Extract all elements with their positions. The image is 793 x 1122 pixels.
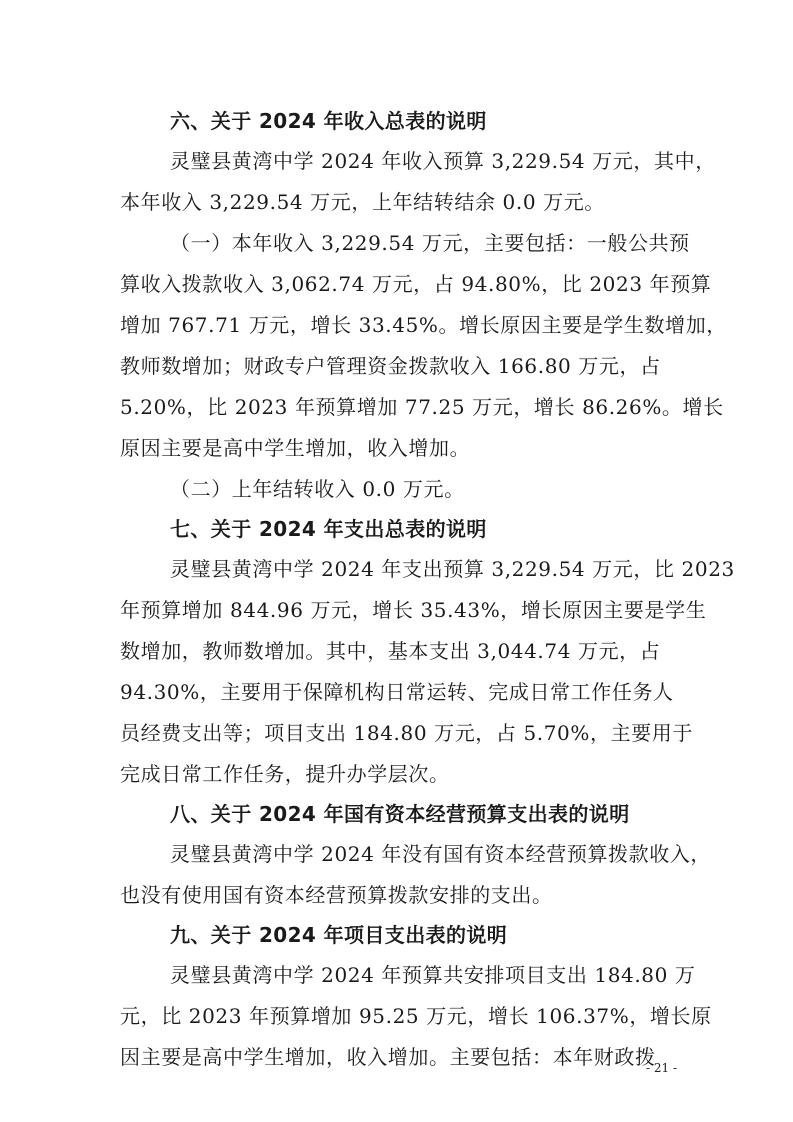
paragraph-line: 灵璧县黄湾中学 2024 年收入预算 3,229.54 万元，其中， — [170, 149, 716, 173]
section-heading-project-expenditure: 九、关于 2024 年项目支出表的说明 — [170, 923, 508, 947]
paragraph-line: 原因主要是高中学生增加，收入增加。 — [120, 436, 471, 460]
paragraph-line: （一）本年收入 3,229.54 万元，主要包括：一般公共预 — [170, 231, 690, 255]
section-heading-expenditure-summary: 七、关于 2024 年支出总表的说明 — [170, 517, 487, 541]
page-number: - 21 - — [646, 1061, 678, 1075]
paragraph-line: 灵璧县黄湾中学 2024 年支出预算 3,229.54 万元，比 2023 — [170, 557, 735, 581]
paragraph-line: 5.20%，比 2023 年预算增加 77.25 万元，增长 86.26%。增长 — [120, 395, 724, 419]
paragraph-line: 因主要是高中学生增加，收入增加。主要包括：本年财政拨 — [120, 1045, 656, 1069]
paragraph-line: 算收入拨款收入 3,062.74 万元，占 94.80%，比 2023 年预算 — [120, 272, 712, 296]
paragraph-line: 灵璧县黄湾中学 2024 年预算共安排项目支出 184.80 万 — [170, 963, 696, 987]
paragraph-line: 94.30%，主要用于保障机构日常运转、完成日常工作任务人 — [120, 680, 674, 704]
paragraph-line: 年预算增加 844.96 万元，增长 35.43%，增长原因主要是学生 — [120, 598, 707, 622]
paragraph-line: 也没有使用国有资本经营预算拨款安排的支出。 — [120, 883, 553, 907]
paragraph-line: 完成日常工作任务，提升办学层次。 — [120, 762, 450, 786]
paragraph-line: 增加 767.71 万元，增长 33.45%。增长原因主要是学生数增加， — [120, 313, 727, 337]
paragraph-line: 本年收入 3,229.54 万元，上年结转结余 0.0 万元。 — [120, 190, 605, 214]
paragraph-line: 员经费支出等；项目支出 184.80 万元，占 5.70%，主要用于 — [120, 721, 693, 745]
paragraph-line: （二）上年结转收入 0.0 万元。 — [170, 477, 465, 501]
paragraph-line: 灵璧县黄湾中学 2024 年没有国有资本经营预算拨款收入， — [170, 842, 712, 866]
paragraph-line: 元，比 2023 年预算增加 95.25 万元，增长 106.37%，增长原 — [120, 1004, 712, 1028]
paragraph-line: 数增加，教师数增加。其中，基本支出 3,044.74 万元，占 — [120, 639, 661, 663]
section-heading-state-capital-expenditure: 八、关于 2024 年国有资本经营预算支出表的说明 — [170, 802, 630, 826]
paragraph-line: 教师数增加；财政专户管理资金拨款收入 166.80 万元，占 — [120, 354, 661, 378]
section-heading-income-summary: 六、关于 2024 年收入总表的说明 — [170, 109, 487, 133]
